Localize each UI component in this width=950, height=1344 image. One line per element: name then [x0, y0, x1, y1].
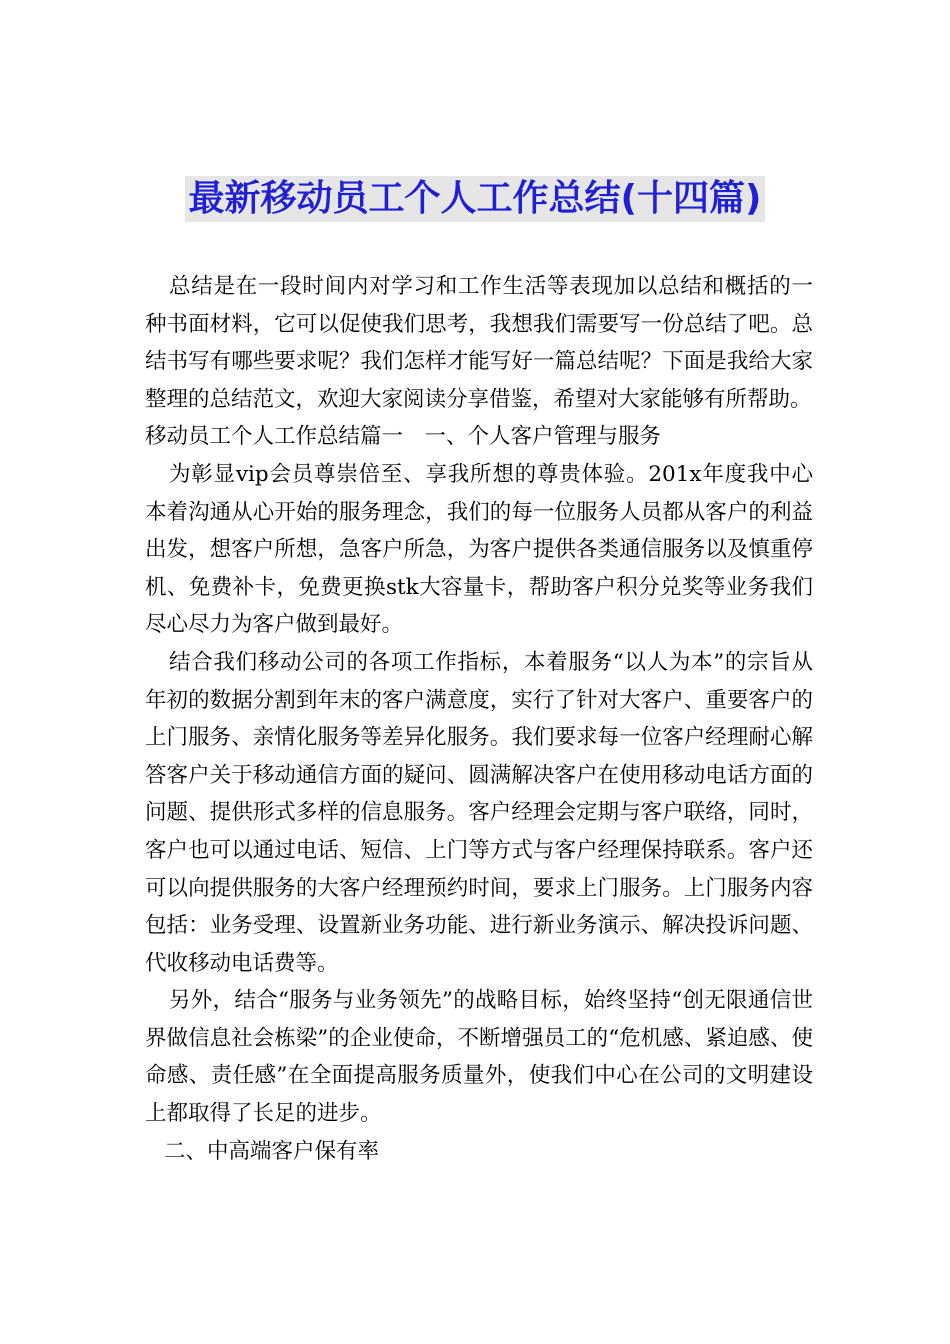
body-paragraph: 结合我们移动公司的各项工作指标，本着服务“以人为本”的宗旨从年初的数据分割到年末的客户满意度，实行了针对大客户、重要客户的上门服务、亲情化服务等差异化服务。我们要求每一位客户经理耐心解答客户关于移动通信方面的疑问、圆满解决客户在使用移动电话方面的问题、提供形式多样的信息服务。客户经理会定期与客户联络，同时，客户也可以通过电话、短信、上门等方式与客户经理保持联系。客户还可以向提供服务的大客户经理预约时间，要求上门服务。上门服务内容包括：业务受理、设置新业务功能、进行新业务演示、解决投诉问题、代收移动电话费等。 — [145, 649, 813, 976]
title-container — [0, 176, 950, 222]
subsection-heading: 二、中高端客户保有率 — [164, 1138, 380, 1164]
body-paragraph: 为彰显vip会员尊崇倍至、享我所想的尊贵体验。201x年度我中心本着沟通从心开始的服务理念，我们的每一位服务人员都从客户的利益出发，想客户所想，急客户所急，为客户提供各类通信服务以及慎重停机、免费补卡，免费更换stk大容量卡，帮助客户积分兑奖等业务我们尽心尽力为客户做到最好。 — [145, 461, 813, 638]
body-paragraph: 另外，结合“服务与业务领先”的战略目标，始终坚持“创无限通信世界做信息社会栋梁”的企业使命，不断增强员工的“危机感、紧迫感、使命感、责任感”在全面提高服务质量外，使我们中心在公司的文明建设上都取得了长足的进步。 — [145, 988, 813, 1127]
intro-paragraph: 总结是在一段时间内对学习和工作生活等表现加以总结和概括的一种书面材料，它可以促使我们思考，我想我们需要写一份总结了吧。总结书写有哪些要求呢？我们怎样才能写好一篇总结呢？下面是我给大家整理的总结范文，欢迎大家阅读分享借鉴，希望对大家能够有所帮助。 — [145, 274, 813, 412]
document-title: 最新移动员工个人工作总结(十四篇) — [185, 176, 766, 222]
document-body — [145, 268, 813, 1170]
section-heading: 移动员工个人工作总结篇一 一、个人客户管理与服务 — [145, 424, 662, 450]
